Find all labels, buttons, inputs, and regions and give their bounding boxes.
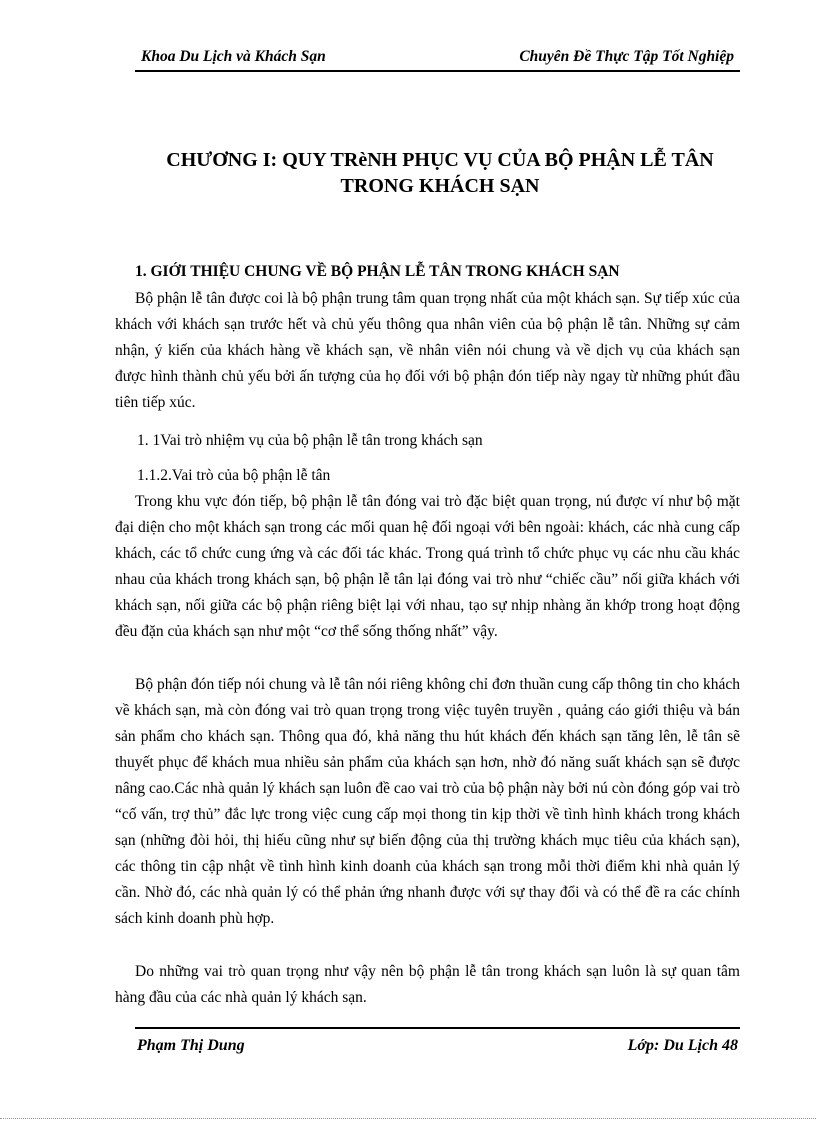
subsection-heading-1-1: 1. 1Vai trò nhiệm vụ của bộ phận lễ tân trong khách sạn bbox=[137, 432, 483, 449]
chapter-title-line-2: TRONG KHÁCH SẠN bbox=[340, 175, 540, 197]
chapter-title bbox=[100, 147, 780, 199]
paragraph-role: Trong khu vực đón tiếp, bộ phận lễ tân đóng vai trò đặc biệt quan trọng, nú được ví như bộ mặt đại diện cho một khách sạn trong các mối quan hệ đối ngoại với bên ngoài: khách, các nhà cung cấp khách, các tổ chức cung ứng và các đối tác khác. Trong quá trình tổ chức phục vụ các nhu cầu khác nhau của khách trong khách sạn, bộ phận lễ tân lại đóng vai trò như “chiếc cầu” nối giữa khách với khách sạn, nối giữa các bộ phận riêng biệt lại với nhau, tạo sự nhịp nhàng ăn khớp trong hoạt động đều đặn của khách sạn như một “cơ thể sống thống nhất” vậy. bbox=[115, 493, 740, 640]
paragraph-conclusion: Do những vai trò quan trọng như vậy nên bộ phận lễ tân trong khách sạn luôn là sự quan tâm hàng đầu của các nhà quản lý khách sạn. bbox=[115, 963, 740, 1006]
chapter-title-line-1: CHƯƠNG I: QUY TRèNH PHỤC VỤ CỦA BỘ PHẬN LỄ TÂN bbox=[166, 149, 714, 171]
subsection-heading-1-1-2: 1.1.2.Vai trò của bộ phận lễ tân bbox=[137, 467, 331, 484]
page-bottom-divider bbox=[0, 1118, 816, 1119]
header-report-title: Chuyên Đề Thực Tập Tốt Nghiệp bbox=[519, 48, 734, 65]
header-department: Khoa Du Lịch và Khách Sạn bbox=[141, 48, 326, 65]
footer-author: Phạm Thị Dung bbox=[137, 1037, 245, 1054]
page-footer bbox=[135, 1027, 740, 1059]
paragraph-information: Bộ phận đón tiếp nói chung và lễ tân nói riêng không chỉ đơn thuần cung cấp thông tin cho khách về khách sạn, mà còn đóng vai trò quan trọng trong việc tuyên truyền , quảng cáo giới thiệu và bán sản phẩm cho khách sạn. Thông qua đó, khả năng thu hút khách đến khách sạn tăng lên, lễ tân sẽ thuyết phục để khách mua nhiều sản phẩm của khách sạn hơn, nhờ đó năng suất khách sạn sẽ được nâng cao.Các nhà quản lý khách sạn luôn đề cao vai trò của bộ phận này bởi nú còn đóng góp vai trò “cố vấn, trợ thủ” đắc lực trong việc cung cấp mọi thong tin kịp thời về tình hình khách trong khách sạn (những đòi hỏi, thị hiếu cũng như sự biến động của thị trường khách mục tiêu của khách sạn), các thông tin cập nhật về tình hình kinh doanh của khách sạn trong mỗi thời điểm khi nhà quản lý cần. Nhờ đó, các nhà quản lý có thể phản ứng nhanh được với sự thay đổi và có thể đề ra các chính sách kinh doanh phù hợp. bbox=[115, 676, 741, 927]
paragraph-intro: Bộ phận lễ tân được coi là bộ phận trung tâm quan trọng nhất của một khách sạn. Sự tiếp xúc của khách với khách sạn trước hết và chủ yếu thông qua nhân viên của bộ phận lễ tân. Những sự cảm nhận, ý kiến của khách hàng về khách sạn, về nhân viên nói chung và về dịch vụ của khách sạn được hình thành chủ yếu bởi ấn tượng của họ đối với bộ phận đón tiếp này ngay từ những phút đầu tiên tiếp xúc. bbox=[115, 290, 740, 411]
footer-class: Lớp: Du Lịch 48 bbox=[627, 1037, 738, 1054]
section-heading: 1. GIỚI THIỆU CHUNG VỀ BỘ PHẬN LỄ TÂN TRONG KHÁCH SẠN bbox=[135, 263, 620, 280]
page-header bbox=[135, 48, 740, 72]
